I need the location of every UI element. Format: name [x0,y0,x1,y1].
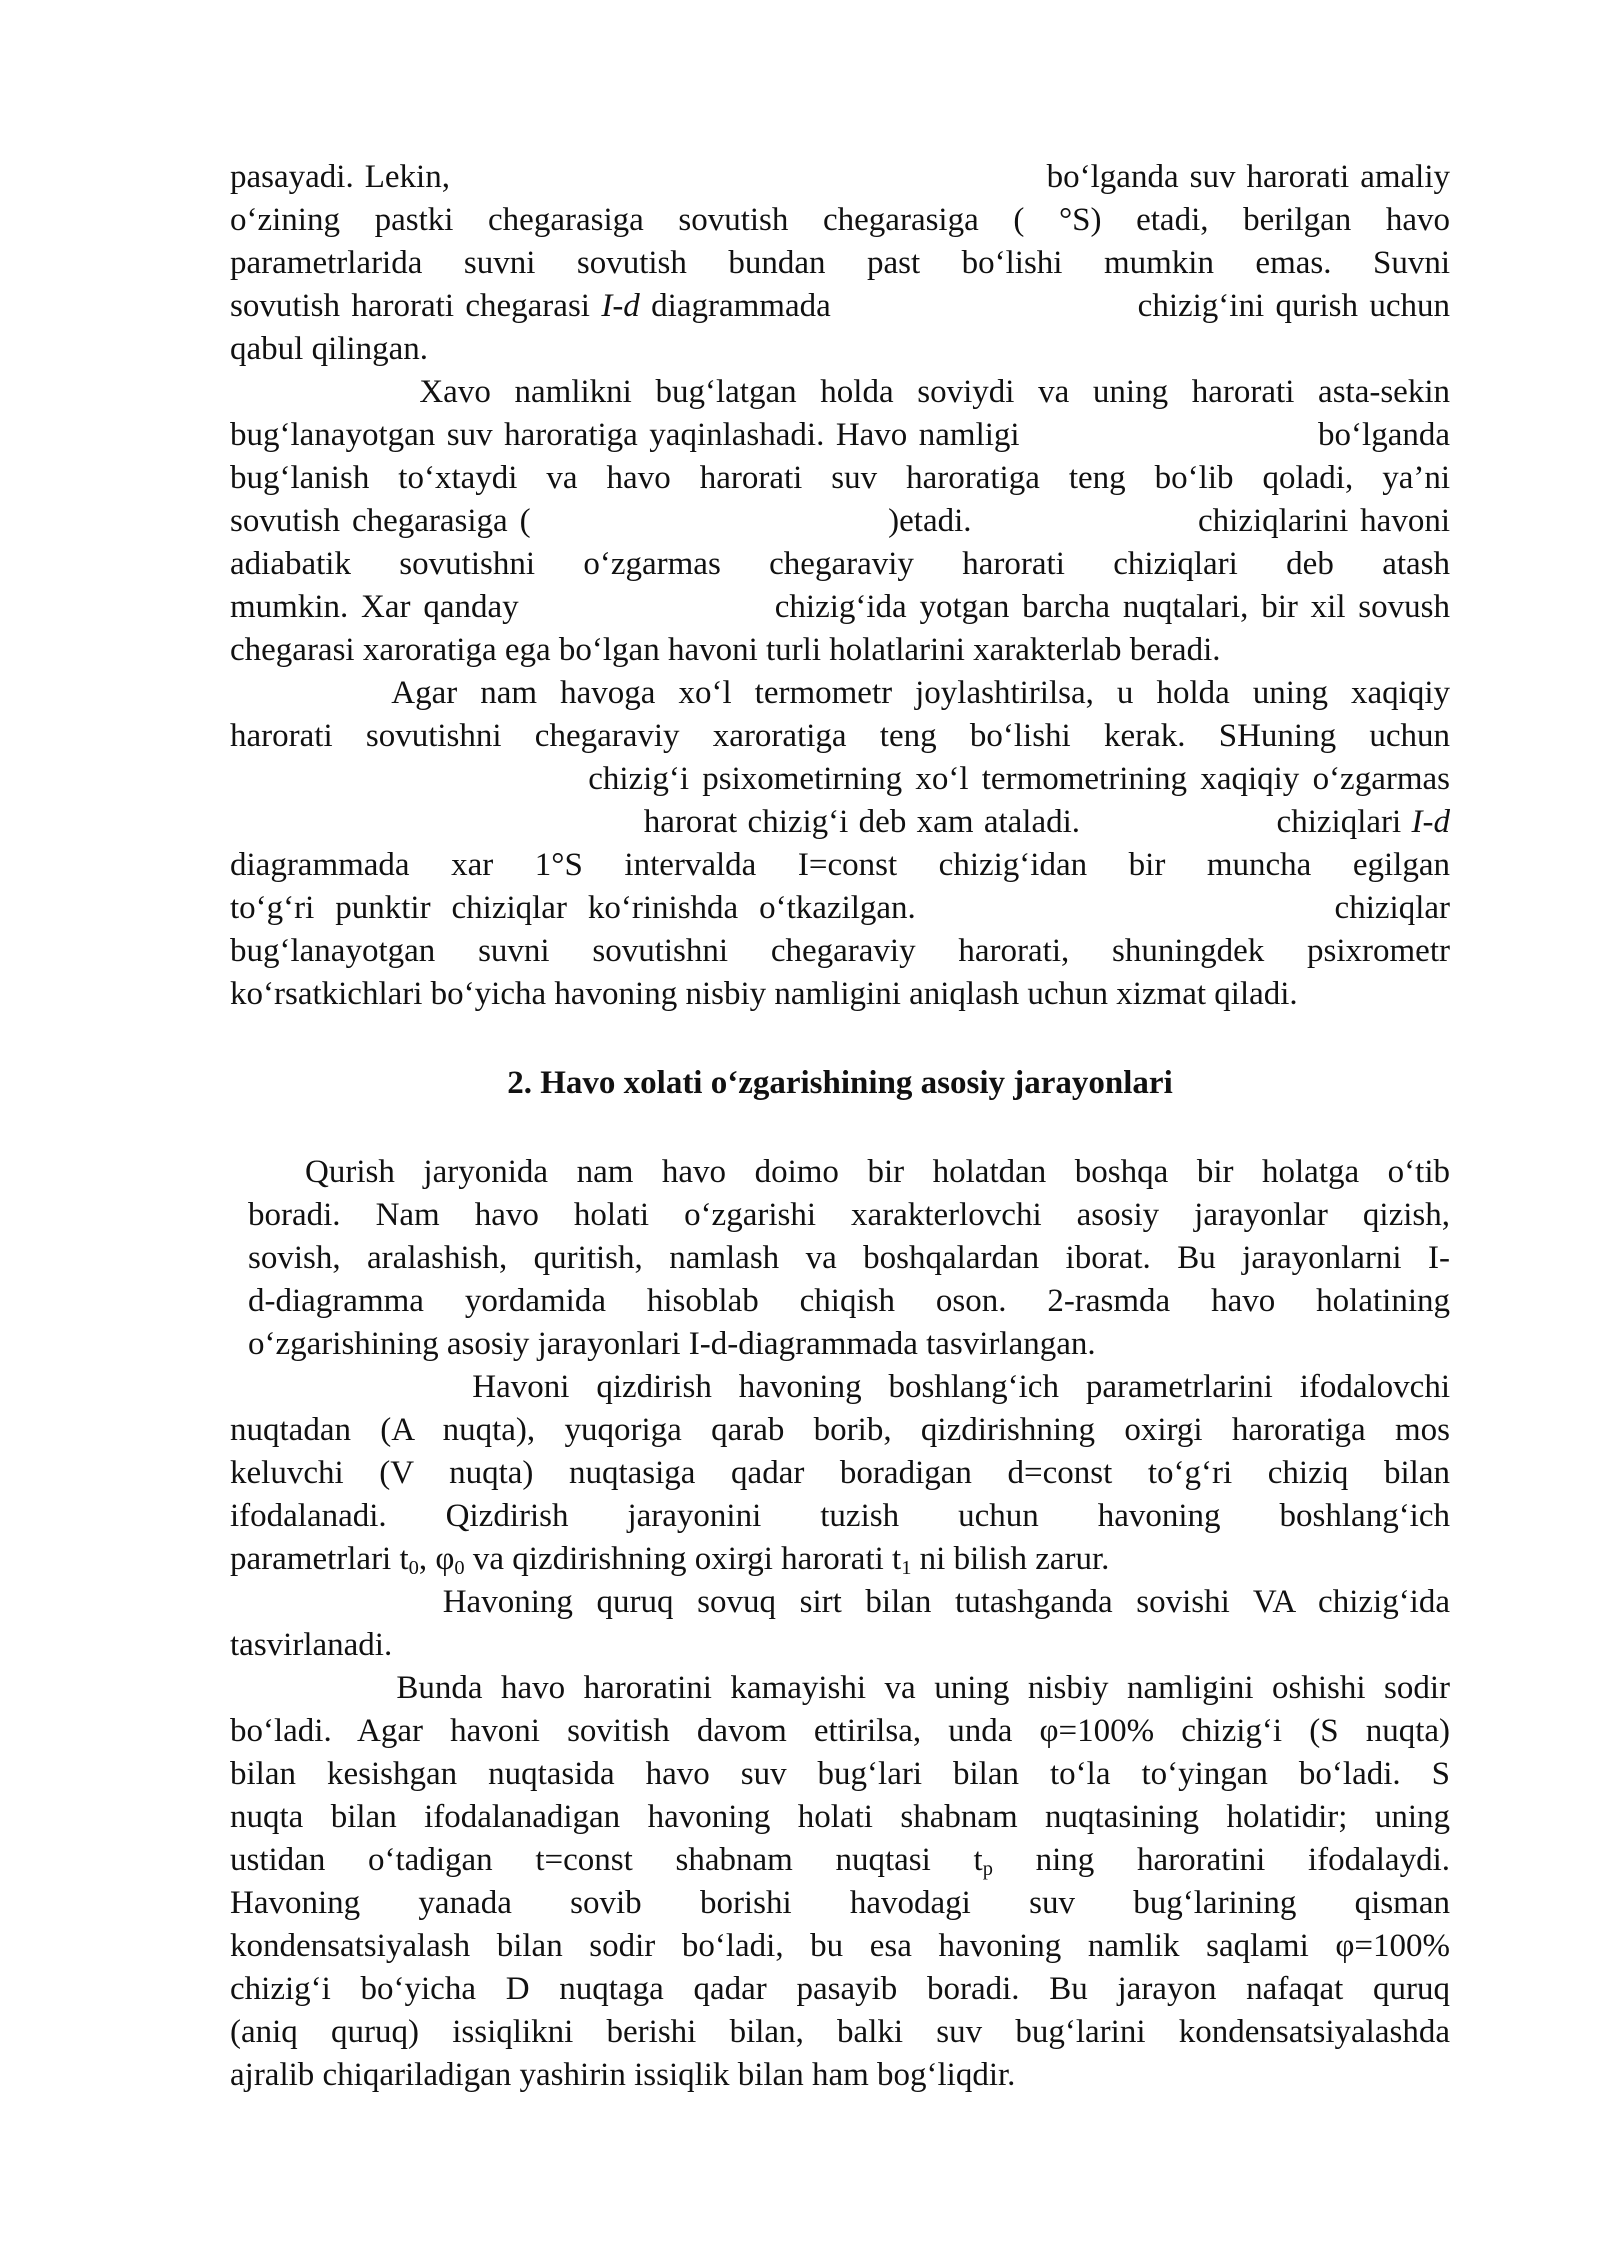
text-line: ko‘rsatkichlari bo‘yicha havoning nisbiy namligini aniqlash uchun xizmat qiladi. [230,976,1298,1012]
text-line: to‘g‘ri punktir chiziqlar ko‘rinishda o‘tkazilgan. chiziqlar [230,890,1450,926]
section-heading: 2. Havo xolati o‘zgarishining asosiy jarayonlari [507,1065,1173,1101]
text-line: ajralib chiqariladigan yashirin issiqlik bilan ham bog‘liqdir. [230,2057,1016,2093]
text-line: o‘zining pastki chegarasiga sovutish chegarasiga ( °S) etadi, berilgan havo [230,202,1450,238]
text-line: nuqta bilan ifodalanadigan havoning holati shabnam nuqtasining holatidir; uning [230,1799,1450,1835]
text-line: Havoning yanada sovib borishi havodagi suv bug‘larining qisman [230,1885,1450,1921]
text-line: Xavo namlikni bug‘latgan holda soviydi va uning harorati asta-sekin [230,374,1450,410]
text-line: sovutish chegarasiga ( )etadi. chiziqlarini havoni [230,503,1450,539]
text-line: bug‘lanayotgan suv haroratiga yaqinlashadi. Havo namligi bo‘lganda [230,417,1450,453]
text-line: harorati sovutishni chegaraviy xaroratiga teng bo‘lishi kerak. SHuning uchun [230,718,1450,754]
text-line: chegarasi xaroratiga ega bo‘lgan havoni turli holatlarini xarakterlab beradi. [230,632,1221,668]
text-fragment: va qizdirishning oxirgi harorati t [464,1541,902,1577]
text-fragment: ustidan o‘tadigan t=const shabnam nuqtasi t [230,1842,983,1878]
subscript: 0 [408,1557,419,1580]
subscript: 1 [901,1557,912,1580]
text-line: d-diagramma yordamida hisoblab chiqish oson. 2-rasmda havo holatining [248,1283,1450,1319]
text-line: mumkin. Xar qanday chizig‘ida yotgan barcha nuqtalari, bir xil sovush [230,589,1450,625]
text-line: (aniq quruq) issiqlikni berishi bilan, balki suv bug‘larini kondensatsiyalashda [230,2014,1450,2050]
text-line: qabul qilingan. [230,331,428,367]
text-line: tasvirlanadi. [230,1627,393,1663]
text-line: bug‘lanish to‘xtaydi va havo harorati suv haroratiga teng bo‘lib qoladi, ya’ni [230,460,1450,496]
text-line: o‘zgarishining asosiy jarayonlari I-d-diagrammada tasvirlangan. [248,1326,1096,1362]
text-line [230,1839,1450,1882]
text-fragment: diagrammada chizig‘ini qurish uchun [639,288,1451,324]
text-line: pasayadi. Lekin, bo‘lganda suv harorati amaliy [230,159,1450,195]
text-line: Bunda havo haroratini kamayishi va uning nisbiy namligini oshishi sodir [230,1670,1450,1706]
text-line [230,285,1450,328]
text-line: Agar nam havoga xo‘l termometr joylashtirilsa, u holda uning xaqiqiy [230,675,1450,711]
text-line: adiabatik sovutishni o‘zgarmas chegaraviy harorati chiziqlari deb atash [230,546,1450,582]
text-fragment: parametrlari t [230,1541,409,1577]
text-line: nuqtadan (A nuqta), yuqoriga qarab borib, qizdirishning oxirgi haroratiga mos [230,1412,1450,1448]
text-line: Qurish jaryonida nam havo doimo bir holatdan boshqa bir holatga o‘tib [248,1154,1450,1190]
text-fragment: , φ [418,1541,455,1577]
text-fragment: sovutish harorati chegarasi [230,288,590,324]
text-line: boradi. Nam havo holati o‘zgarishi xarakterlovchi asosiy jarayonlar qizish, [248,1197,1450,1233]
text-line: ifodalanadi. Qizdirish jarayonini tuzish uchun havoning boshlang‘ich [230,1498,1450,1534]
subscript: 0 [454,1557,465,1580]
diagram-name: I-d [601,288,640,324]
text-line: chizig‘i bo‘yicha D nuqtaga qadar pasayib boradi. Bu jarayon nafaqat quruq [230,1971,1450,2007]
text-fragment: ni bilish zarur. [911,1541,1110,1577]
text-line: bo‘ladi. Agar havoni sovitish davom ettirilsa, unda φ=100% chizig‘i (S nuqta) [230,1713,1450,1749]
text-line: kondensatsiyalash bilan sodir bo‘ladi, bu esa havoning namlik saqlami φ=100% [230,1928,1450,1964]
text-line: Havoni qizdirish havoning boshlang‘ich parametrlarini ifodalovchi [230,1369,1450,1405]
text-line: diagrammada xar 1°S intervalda I=const chizig‘idan bir muncha egilgan [230,847,1450,883]
text-line [230,1538,1450,1581]
text-line: chizig‘i psixometirning xo‘l termometrining xaqiqiy o‘zgarmas [230,761,1450,797]
text-fragment: ning haroratini ifodalaydi. [992,1842,1450,1878]
text-line: bug‘lanayotgan suvni sovutishni chegaraviy harorati, shuningdek psixrometr [230,933,1450,969]
text-line: bilan kesishgan nuqtasida havo suv bug‘lari bilan to‘la to‘yingan bo‘ladi. S [230,1756,1450,1792]
text-fragment: harorat chizig‘i deb xam ataladi. chiziqlari [230,804,1402,840]
text-line: keluvchi (V nuqta) nuqtasiga qadar boradigan d=const to‘g‘ri chiziq bilan [230,1455,1450,1491]
text-line: parametrlarida suvni sovutish bundan past bo‘lishi mumkin emas. Suvni [230,245,1450,281]
subscript: p [982,1858,993,1881]
text-line [230,801,1450,844]
text-line: Havoning quruq sovuq sirt bilan tutashganda sovishi VA chizig‘ida [230,1584,1450,1620]
diagram-name: I-d [1411,804,1451,840]
text-line: sovish, aralashish, quritish, namlash va boshqalardan iborat. Bu jarayonlarni I- [248,1240,1450,1276]
